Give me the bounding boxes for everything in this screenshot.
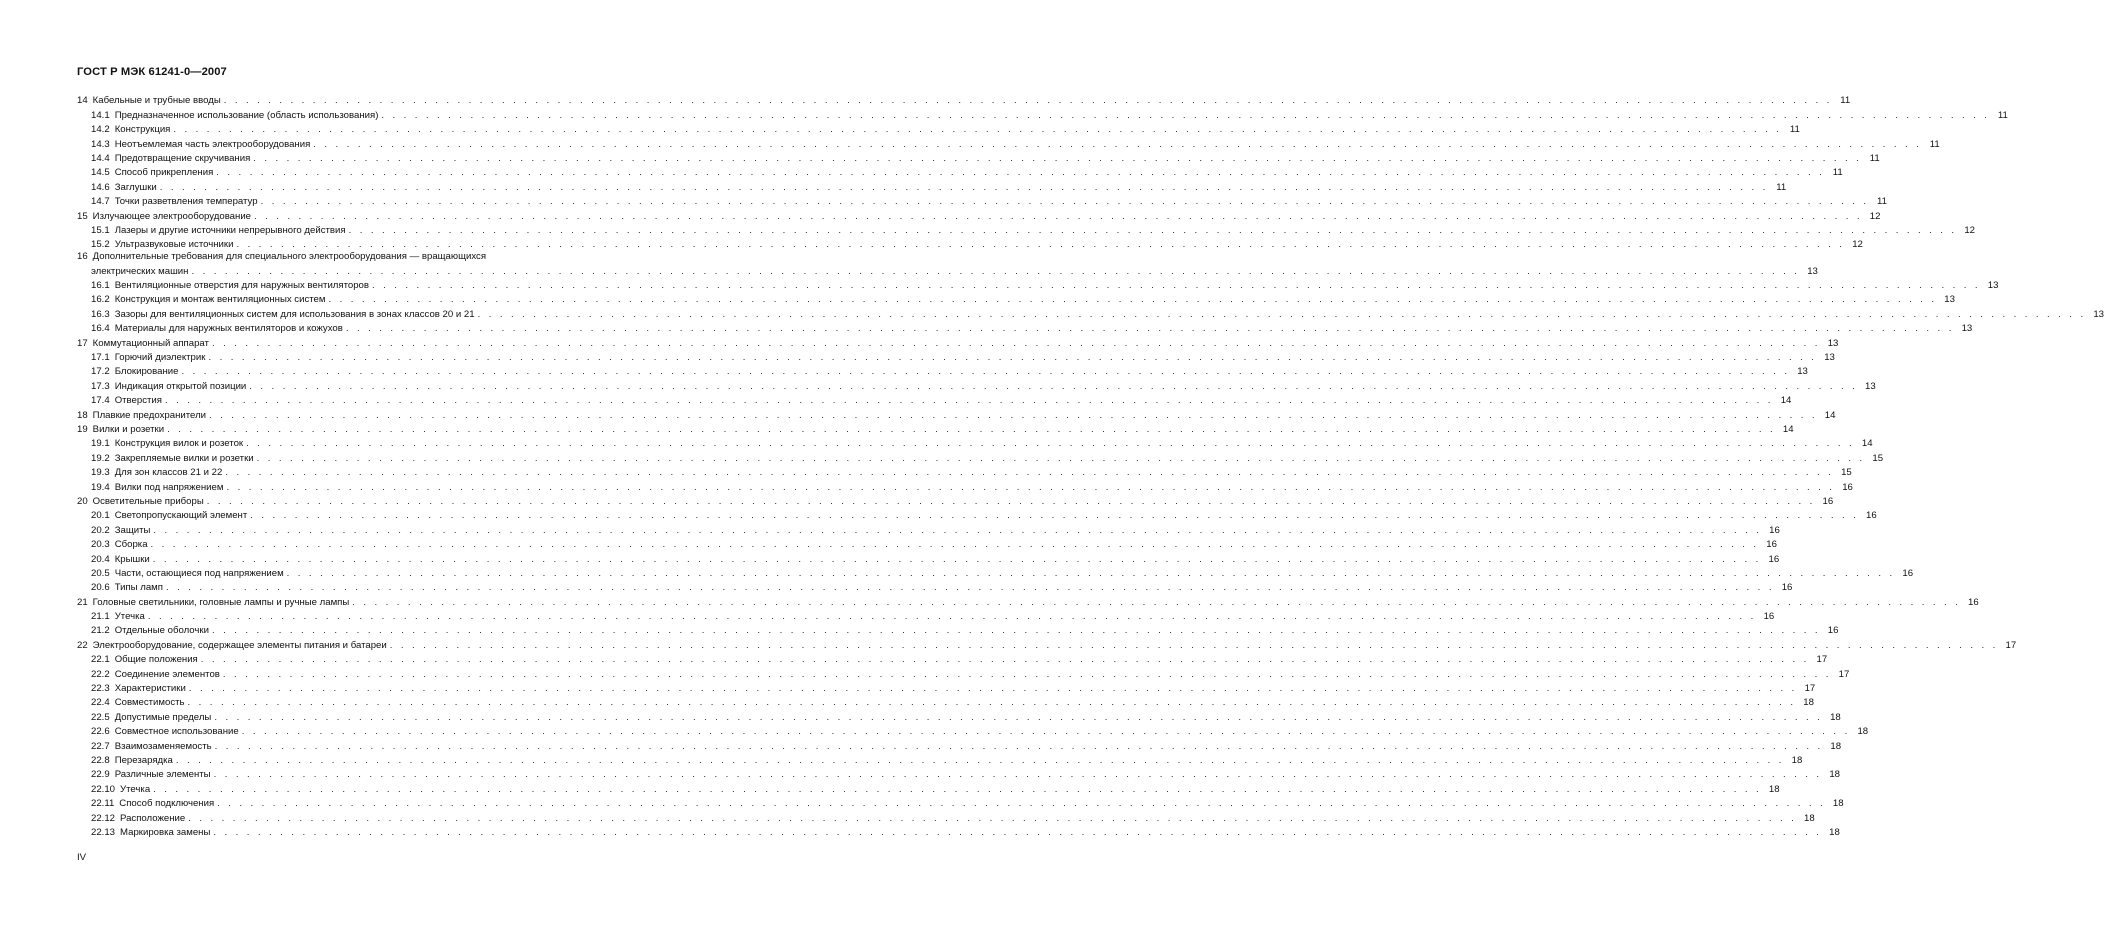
toc-entry-page: 15 [1872,452,1884,464]
toc-entry[interactable] [77,479,1853,493]
toc-entry-page: 16 [1902,567,1914,579]
toc-entry[interactable] [77,594,1979,608]
toc-entry-number: 22.6 [91,726,110,738]
dot-leader [201,654,1809,666]
dot-leader [287,568,1895,580]
toc-entry-page: 16 [1769,524,1780,536]
toc-entry[interactable] [77,465,1852,479]
dot-leader [352,597,1960,609]
toc-entry-page: 11 [1776,181,1787,193]
toc-entry-title: Вилки под напряжением [114,481,224,493]
toc-entry-title: Допустимые пределы [114,711,212,723]
toc-entry-number: 20.5 [91,567,110,579]
toc-entry-number: 22.5 [91,711,110,723]
dot-leader [189,683,1797,695]
toc-entry-page: 11 [1869,152,1880,164]
toc-entry-number: 15.2 [91,239,110,251]
toc-entry[interactable] [77,122,1800,136]
toc-entry[interactable] [77,179,1787,193]
toc-entry-number: 19 [77,423,88,435]
dot-leader [176,755,1784,767]
toc-entry[interactable] [77,580,1793,594]
toc-entry[interactable] [77,753,1803,767]
dot-leader [153,554,1761,566]
dot-leader [328,294,1936,306]
toc-entry[interactable] [77,494,1834,508]
toc-entry[interactable] [77,208,1881,222]
toc-entry-title: Характеристики [114,683,186,695]
dot-leader [153,525,1761,537]
toc-entry-title: Предотвращение скручивания [114,152,251,164]
dot-leader [217,798,1825,810]
toc-entry[interactable] [77,681,1816,695]
toc-entry-number: 14.6 [91,181,110,193]
toc-entry-title-continuation: электрических машин [91,265,189,277]
toc-entry-number: 17.1 [91,352,110,364]
toc-entry-number: 15 [77,210,88,222]
dot-leader [226,482,1834,494]
toc-entry-title: Заглушки [114,181,157,193]
toc-entry-page: 17 [2005,639,2017,651]
toc-entry-page: 18 [1832,798,1844,810]
toc-entry[interactable] [77,364,1808,378]
toc-entry[interactable] [77,637,2017,651]
toc-entry-title: Закрепляемые вилки и розетки [114,452,254,464]
toc-entry[interactable] [77,767,1840,781]
toc-entry-title: Вилки и розетки [92,423,165,435]
toc-entry[interactable] [77,522,1780,536]
toc-entry[interactable] [77,378,1876,392]
document-header: ГОСТ Р МЭК 61241-0—2007 [77,66,227,78]
toc-entry-title: Светопропускающий элемент [114,510,248,522]
toc-entry-page: 11 [1789,124,1800,136]
toc-entry[interactable] [77,709,1841,723]
toc-entry-number: 14.3 [91,138,110,150]
dot-leader [236,239,1844,251]
toc-entry[interactable] [77,107,2008,121]
dot-leader [173,124,1781,136]
toc-entry-title: Лазеры и другие источники непрерывного действия [114,224,346,236]
dot-leader [250,510,1858,522]
toc-entry-title: Неотъемлемая часть электрооборудования [114,138,311,150]
toc-entry[interactable] [77,165,1843,179]
toc-entry-title: Головные светильники, головные лампы и ручные лампы [92,596,350,608]
toc-entry-title: Кабельные и трубные вводы [92,95,221,107]
toc-entry-number: 20.2 [91,524,110,536]
toc-entry[interactable] [77,551,1780,565]
toc-entry[interactable] [77,237,1863,251]
toc-entry-page: 18 [1803,812,1815,824]
toc-entry-title: Совместимость [114,697,185,709]
toc-entry-page: 14 [1782,423,1794,435]
toc-entry[interactable] [77,93,1851,107]
toc-entry-title: Способ прикрепления [114,167,214,179]
toc-entry-page: 18 [1791,754,1803,766]
dot-leader [188,813,1796,825]
dot-leader [224,95,1832,107]
toc-entry-number: 16.2 [91,294,110,306]
toc-entry[interactable] [77,393,1792,407]
dot-leader [254,211,1862,223]
toc-entry-page: 16 [1822,495,1834,507]
toc-entry-page: 13 [1944,294,1955,306]
toc-entry-title: Способ подключения [119,798,215,810]
toc-entry[interactable] [77,407,1836,421]
toc-entry-title: Излучающее электрооборудование [92,210,252,222]
dot-leader [216,167,1824,179]
toc-entry-number: 22.10 [91,783,116,795]
dot-leader [242,726,1850,738]
toc-entry-title: Утечка [114,611,145,623]
toc-entry[interactable] [77,796,1844,810]
toc-entry-page: 13 [2093,308,2104,320]
toc-entry[interactable] [77,537,1777,551]
toc-entry-title: Конструкция [114,124,171,136]
dot-leader [213,827,1821,839]
toc-entry-title: Отверстия [114,395,162,407]
page-number-label: IV [77,852,87,863]
toc-entry-title: Для зон классов 21 и 22 [114,467,223,479]
dot-leader [478,309,2086,321]
toc-entry-number: 18 [77,409,88,421]
toc-entry[interactable] [77,223,1975,237]
toc-entry-number: 17.4 [91,395,110,407]
dot-leader [257,453,1865,465]
toc-entry-title: Защиты [114,524,151,536]
toc-entry-number: 22.7 [91,740,110,752]
toc-entry-number: 22.1 [91,654,110,666]
toc-entry-number: 16 [77,251,88,263]
toc-entry-title: Ультразвуковые источники [114,239,234,251]
toc-entry[interactable] [77,151,1880,165]
toc-entry[interactable] [77,825,1840,839]
toc-entry-page: 13 [1987,280,1999,292]
toc-entry-title: Перезарядка [114,754,173,766]
toc-entry-title: Совместное использование [114,726,239,738]
toc-entry[interactable] [77,321,1973,335]
toc-entry-title: Коммутационный аппарат [92,337,209,349]
toc-entry[interactable] [77,306,2104,320]
toc-entry[interactable] [77,609,1775,623]
toc-entry-number: 22.13 [91,826,116,838]
toc-entry-title: Материалы для наружных вентиляторов и кожухов [114,323,343,335]
toc-entry-title: Дополнительные требования для специального электрооборудования — вращающихся [92,251,487,263]
toc-entry[interactable] [77,335,1839,349]
toc-entry-page: 13 [1961,323,1973,335]
dot-leader [212,338,1820,350]
toc-entry[interactable] [77,724,1869,738]
toc-entry-page: 17 [1804,683,1816,695]
dot-leader [214,712,1822,724]
toc-entry-page: 16 [1781,582,1793,594]
toc-entry-number: 21 [77,596,88,608]
dot-leader [188,697,1796,709]
toc-entry-page: 13 [1865,380,1876,392]
dot-leader [246,438,1854,450]
toc-entry-number: 14.1 [91,109,110,121]
dot-leader [160,182,1768,194]
dot-leader [381,110,1989,122]
dot-leader [181,366,1789,378]
toc-entry[interactable] [77,194,1887,208]
toc-entry-number: 16.4 [91,323,110,335]
toc-entry-page: 13 [1807,265,1818,277]
dot-leader [249,381,1857,393]
toc-entry-number: 19.2 [91,452,110,464]
toc-entry-number: 20.4 [91,553,110,565]
toc-entry-title: Зазоры для вентиляционных систем для использования в зонах классов 20 и 21 [114,308,475,320]
toc-entry-title: Индикация открытой позиции [114,380,247,392]
toc-entry-number: 19.4 [91,481,110,493]
dot-leader [166,582,1774,594]
dot-leader [214,769,1822,781]
dot-leader [148,611,1756,623]
toc-entry-page: 12 [1869,210,1881,222]
toc-entry-number: 22.9 [91,769,110,781]
toc-entry-number: 14.5 [91,167,110,179]
dot-leader [215,741,1823,753]
dot-leader [313,139,1921,151]
toc-entry[interactable] [77,652,1828,666]
toc-entry-page: 18 [1829,769,1840,781]
toc-entry-title: Расположение [120,812,186,824]
toc-entry-title: Плавкие предохранители [92,409,207,421]
toc-entry-title: Части, остающиеся под напряжением [114,567,284,579]
toc-entry-page: 11 [1840,95,1851,107]
toc-entry-page: 18 [1803,697,1814,709]
toc-entry-page: 18 [1830,711,1841,723]
toc-entry[interactable] [77,508,1877,522]
toc-entry-page: 13 [1824,352,1835,364]
dot-leader [153,784,1761,796]
dot-leader [223,669,1831,681]
toc-entry-number: 22.8 [91,754,110,766]
toc-entry-page: 17 [1838,668,1850,680]
toc-entry-number: 17 [77,337,88,349]
toc-entry-number: 20.1 [91,510,110,522]
toc-entry-number: 20.3 [91,539,110,551]
toc-entry[interactable] [77,450,1884,464]
toc-entry[interactable] [77,278,1999,292]
toc-entry-title: Сборка [114,539,148,551]
toc-entry-number: 17.3 [91,380,110,392]
dot-leader [349,225,1957,237]
toc-entry-page: 16 [1763,611,1775,623]
toc-entry[interactable] [77,263,1818,277]
toc-entry[interactable] [77,738,1842,752]
toc-entry[interactable] [77,566,1914,580]
toc-entry-page: 11 [1832,167,1843,179]
toc-entry[interactable] [77,781,1780,795]
toc-entry-number: 22.4 [91,697,110,709]
toc-entry-title: Утечка [120,783,151,795]
toc-entry-page: 11 [1877,196,1887,208]
toc-entry-title: Конструкция вилок и розеток [114,438,244,450]
dot-leader [165,395,1773,407]
toc-entry-page: 18 [1829,826,1840,838]
toc-entry-number: 14 [77,95,88,107]
toc-entry-number: 17.2 [91,366,110,378]
toc-entry-title: Соединение элементов [114,668,220,680]
toc-entry-number: 21.2 [91,625,110,637]
dot-leader [207,496,1815,508]
toc-entry-page: 15 [1841,467,1852,479]
toc-entry-page: 14 [1824,409,1836,421]
toc-entry-title: Электрооборудование, содержащее элементы питания и батареи [92,639,387,651]
toc-entry-page: 16 [1768,553,1780,565]
dot-leader [212,625,1820,637]
toc-entry-number: 16.1 [91,280,110,292]
toc-entry-page: 12 [1964,224,1975,236]
toc-entry[interactable] [77,292,1955,306]
toc-entry-number: 19.1 [91,438,110,450]
toc-entry-page: 12 [1852,239,1863,251]
toc-entry-title: Маркировка замены [120,826,211,838]
toc-entry-number: 22.2 [91,668,110,680]
toc-entry[interactable] [77,623,1839,637]
dot-leader [261,196,1869,208]
dot-leader [167,424,1775,436]
toc-entry-title: Горючий диэлектрик [114,352,206,364]
toc-entry-number: 14.7 [91,196,110,208]
toc-entry-number: 22.11 [91,798,115,810]
toc-entry-title: Отдельные оболочки [114,625,209,637]
toc-entry-page: 11 [1997,109,2008,121]
toc-entry-page: 18 [1857,726,1869,738]
toc-entry-number: 22.12 [91,812,116,824]
toc-entry-page: 16 [1968,596,1979,608]
toc-entry-title: Различные элементы [114,769,211,781]
toc-entry-title: Предназначенное использование (область использования) [114,109,379,121]
toc-entry[interactable] [77,666,1850,680]
dot-leader [390,640,1998,652]
toc-entry-page: 16 [1766,539,1777,551]
toc-entry[interactable] [77,810,1815,824]
toc-entry-number: 20.6 [91,582,110,594]
dot-leader [208,352,1816,364]
toc-entry-title: Крышки [114,553,150,565]
toc-entry-page: 18 [1830,740,1842,752]
toc-entry-number: 14.4 [91,152,110,164]
toc-entry-page: 16 [1827,625,1839,637]
toc-entry-title: Конструкция и монтаж вентиляционных систем [114,294,326,306]
toc-entry-title: Вентиляционные отверстия для наружных вентиляторов [114,280,369,292]
toc-entry-number: 19.3 [91,467,110,479]
toc-entry-number: 22.3 [91,683,110,695]
dot-leader [151,539,1759,551]
dot-leader [253,153,1861,165]
toc-entry-number: 16.3 [91,308,110,320]
dot-leader [209,410,1817,422]
dot-leader [191,266,1799,278]
table-of-contents [77,93,2104,839]
toc-entry-page: 16 [1866,510,1877,522]
toc-entry-number: 15.1 [91,224,110,236]
toc-entry-title: Типы ламп [114,582,163,594]
toc-entry-title: Взаимозаменяемость [114,740,212,752]
dot-leader [225,467,1833,479]
toc-entry-page: 14 [1861,438,1873,450]
toc-entry-page: 13 [1797,366,1808,378]
toc-entry-title: Осветительные приборы [92,495,204,507]
toc-entry-number: 21.1 [91,611,110,623]
toc-entry-page: 17 [1816,654,1828,666]
toc-entry-page: 18 [1768,783,1780,795]
toc-entry-number: 20 [77,495,88,507]
toc-entry[interactable] [77,422,1794,436]
toc-entry[interactable] [77,136,1940,150]
toc-entry[interactable] [77,436,1873,450]
toc-entry-page: 16 [1842,481,1853,493]
toc-entry-title: Блокирование [114,366,179,378]
toc-entry-title: Точки разветвления температур [114,196,258,208]
toc-entry-title: Общие положения [114,654,198,666]
toc-entry-number: 22 [77,639,88,651]
toc-entry-page: 11 [1929,138,1940,150]
toc-entry[interactable] [77,695,1814,709]
toc-entry-page: 13 [1827,337,1839,349]
toc-entry-page: 14 [1780,395,1792,407]
toc-entry[interactable] [77,350,1835,364]
toc-entry-first-line [77,251,614,263]
toc-entry-number: 14.2 [91,124,110,136]
dot-leader [372,280,1980,292]
dot-leader [346,323,1954,335]
